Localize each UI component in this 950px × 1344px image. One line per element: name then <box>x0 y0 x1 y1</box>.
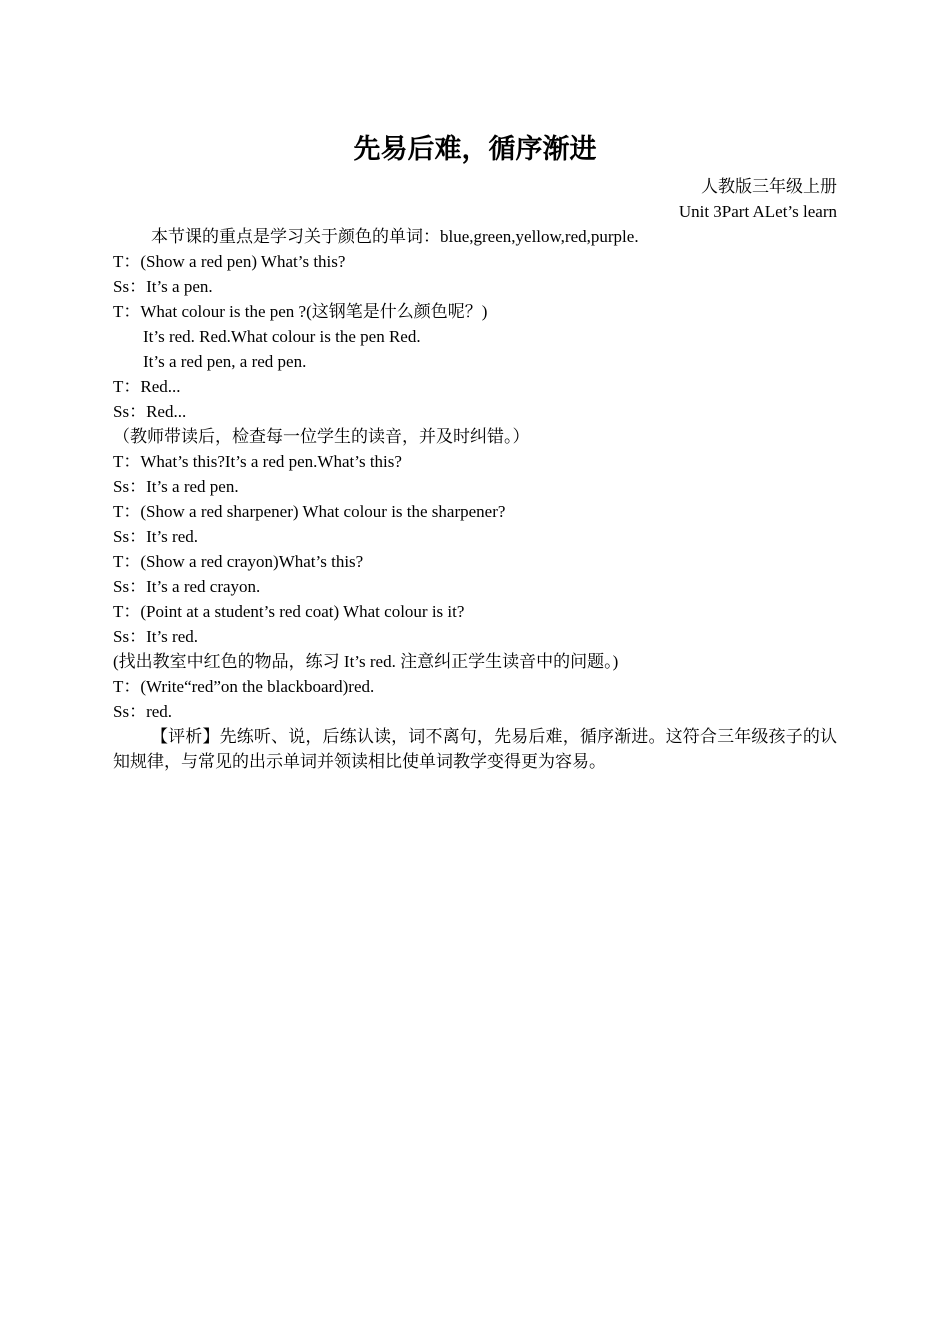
teacher-note: （教师带读后，检查每一位学生的读音，并及时纠错。） <box>113 427 530 446</box>
dialogue-line: T：Red... <box>113 377 181 396</box>
analysis-paragraph: 【评析】先练听、说，后练认读，词不离句，先易后难，循序渐进。这符合三年级孩子的认知规律，与常见的出示单词并领读相比使单词教学变得更为容易。 <box>113 727 837 771</box>
dialogue-line: T：(Show a red crayon)What’s this? <box>113 552 364 571</box>
dialogue-line: T：(Point at a student’s red coat) What colour is it? <box>113 602 465 621</box>
dialogue-line: T：(Show a red sharpener) What colour is the sharpener? <box>113 502 506 521</box>
dialogue-line: Ss：It’s a red pen. <box>113 477 239 496</box>
dialogue-line: Ss：Red... <box>113 402 187 421</box>
dialogue-line: T：(Write“red”on the blackboard)red. <box>113 677 375 696</box>
document-title: 先易后难，循序渐进 <box>353 134 597 165</box>
dialogue-line: It’s a red pen, a red pen. <box>143 352 307 371</box>
dialogue-line: T：What’s this?It’s a red pen.What’s this? <box>113 452 402 471</box>
dialogue-line: It’s red. Red.What colour is the pen Red. <box>143 327 421 346</box>
teacher-note: (找出教室中红色的物品，练习 It’s red. 注意纠正学生读音中的问题。) <box>113 652 619 671</box>
textbook-edition: 人教版三年级上册 <box>701 177 837 196</box>
dialogue-line: T：(Show a red pen) What’s this? <box>113 252 346 271</box>
dialogue-line: Ss：It’s red. <box>113 627 198 646</box>
dialogue-line: Ss：red. <box>113 702 173 721</box>
document-content <box>113 128 837 774</box>
dialogue-line: Ss：It’s a red crayon. <box>113 577 261 596</box>
intro-paragraph: 本节课的重点是学习关于颜色的单词：blue,green,yellow,red,purple. <box>151 227 639 246</box>
dialogue-line: T：What colour is the pen ?(这钢笔是什么颜色呢？) <box>113 302 488 321</box>
unit-label: Unit 3Part ALet’s learn <box>678 202 837 221</box>
dialogue-line: Ss：It’s a pen. <box>113 277 213 296</box>
dialogue-line: Ss：It’s red. <box>113 527 198 546</box>
